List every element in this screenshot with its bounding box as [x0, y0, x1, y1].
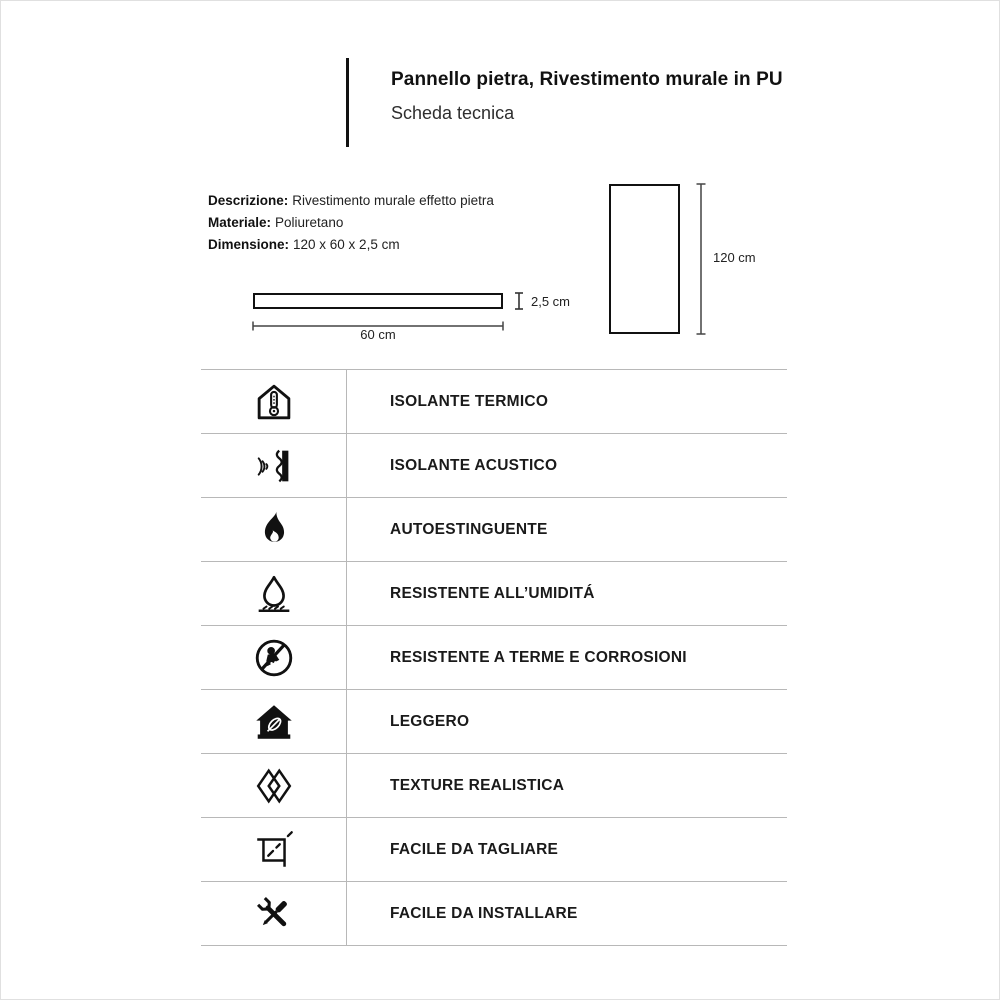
feature-label-cell	[347, 690, 787, 753]
feature-label-cell	[347, 562, 787, 625]
feature-row	[201, 753, 787, 817]
feature-row	[201, 561, 787, 625]
feature-label-cell	[347, 818, 787, 881]
crop-cut-icon	[251, 827, 297, 873]
spec-label: Dimensione:	[208, 237, 290, 252]
feature-label-cell	[347, 882, 787, 945]
feature-label: RESISTENTE A TERME E CORROSIONI	[390, 648, 687, 666]
feature-label-cell	[347, 370, 787, 433]
feature-icon-cell	[201, 754, 347, 817]
features-table	[201, 369, 787, 946]
spec-label: Materiale:	[208, 215, 272, 230]
feature-icon-cell	[201, 370, 347, 433]
feature-label: ISOLANTE TERMICO	[390, 392, 549, 410]
feature-icon-cell	[201, 498, 347, 561]
panel-side-view	[253, 293, 503, 309]
feature-label-cell	[347, 626, 787, 689]
width-dimension-label: 60 cm	[360, 327, 396, 342]
spec-value: Poliuretano	[275, 215, 344, 230]
feature-icon-cell	[201, 882, 347, 945]
spec-value: 120 x 60 x 2,5 cm	[293, 237, 400, 252]
feature-label-cell	[347, 754, 787, 817]
page-subtitle: Scheda tecnica	[391, 103, 515, 123]
feature-label: AUTOESTINGUENTE	[390, 520, 548, 538]
feature-icon-cell	[201, 690, 347, 753]
flame-icon	[251, 507, 297, 553]
tools-icon	[251, 891, 297, 937]
feature-label-cell	[347, 434, 787, 497]
water-drop-icon	[251, 571, 297, 617]
feature-row	[201, 881, 787, 945]
feature-label-cell	[347, 498, 787, 561]
feature-icon-cell	[201, 626, 347, 689]
no-termites-icon	[251, 635, 297, 681]
feature-label: RESISTENTE ALL’UMIDITÁ	[390, 584, 595, 602]
feature-label: FACILE DA INSTALLARE	[390, 904, 578, 922]
feature-row	[201, 817, 787, 881]
page-title: Pannello pietra, Rivestimento murale in PU	[391, 69, 783, 90]
header-vertical-rule	[346, 58, 349, 147]
feature-row	[201, 497, 787, 561]
spec-dimensione	[208, 234, 494, 256]
spec-label: Descrizione:	[208, 193, 289, 208]
panel-front-view	[609, 184, 680, 334]
feature-label: LEGGERO	[390, 712, 470, 730]
feature-label: ISOLANTE ACUSTICO	[390, 456, 558, 474]
spec-descrizione	[208, 190, 494, 212]
spec-materiale	[208, 212, 494, 234]
height-dimension-line	[695, 183, 707, 340]
spec-list	[208, 190, 494, 256]
feature-row	[201, 369, 787, 433]
texture-diamonds-icon	[251, 763, 297, 809]
thickness-measure-mark	[512, 291, 526, 316]
acoustic-insulation-icon	[251, 443, 297, 489]
thermal-insulation-icon	[251, 379, 297, 425]
feature-icon-cell	[201, 562, 347, 625]
height-dimension-label: 120 cm	[713, 250, 756, 265]
feature-icon-cell	[201, 818, 347, 881]
feature-icon-cell	[201, 434, 347, 497]
feature-row	[201, 625, 787, 689]
feature-label: FACILE DA TAGLIARE	[390, 840, 559, 858]
feature-row	[201, 689, 787, 753]
thickness-dimension-label: 2,5 cm	[531, 294, 571, 309]
spec-value: Rivestimento murale effetto pietra	[292, 193, 494, 208]
feature-row	[201, 433, 787, 497]
lightweight-feather-house-icon	[251, 699, 297, 745]
feature-label: TEXTURE REALISTICA	[390, 776, 565, 794]
